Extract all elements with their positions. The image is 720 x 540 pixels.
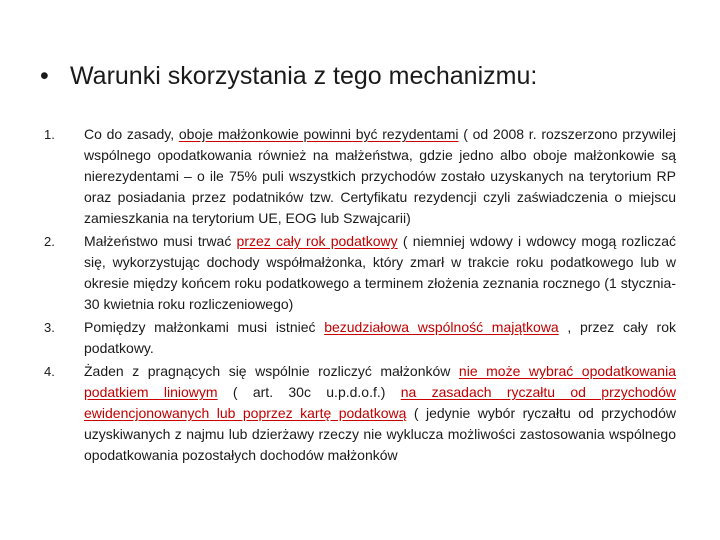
text-segment: ( art. 30c u.p.d.o.f.) <box>217 384 401 400</box>
text-segment: Małżeństwo musi trwać <box>84 233 237 249</box>
conditions-list <box>44 124 676 468</box>
heading-bullet: • <box>40 62 49 90</box>
text-segment: Żaden z pragnących się wspólnie rozliczyć małżonków <box>84 363 459 379</box>
text-segment: ( od 2008 r. rozszerzono przywilej wspólnego opodatkowania również na małżeństwa, gdzie jedno albo oboje małżonkowie są nierezydentami – o ile 75% puli wszystkich przychodów zostało uzyskanych na terytorium RP oraz posiadania przez podatników tzw. Certyfikatu rezydencji czyli zaświadczenia o miejscu zamieszkania na terytorium UE, EOG lub Szwajcarii) <box>84 126 676 226</box>
highlighted-text: nie może wybrać opodatkowania podatkiem liniowym <box>84 363 676 400</box>
slide-heading <box>40 58 680 94</box>
text-segment: Pomiędzy małżonkami musi istnieć <box>84 319 325 335</box>
list-number: 3. <box>44 320 55 335</box>
list-item <box>44 231 676 315</box>
list-item <box>44 124 676 229</box>
list-item-text <box>84 317 676 359</box>
list-number: 4. <box>44 364 55 379</box>
highlighted-text: na zasadach ryczałtu od przychodów ewidencjonowanych lub poprzez kartę podatkową <box>84 384 676 421</box>
list-item-text <box>84 361 676 466</box>
list-number: 1. <box>44 127 55 142</box>
list-number: 2. <box>44 234 55 249</box>
highlighted-text: przez cały rok podatkowy <box>236 233 398 249</box>
list-item-text <box>84 124 676 229</box>
list-item-text <box>84 231 676 315</box>
text-segment: ( niemniej wdowy i wdowcy mogą rozliczać się, wykorzystując dochody współmałżonka, który zmarł w trakcie roku podatkowego lub w okresie między końcem roku podatkowego a terminem złożenia zeznania rocznego (1 stycznia-30 kwietnia roku rozliczeniowego) <box>84 233 677 312</box>
text-segment: Co do zasady, <box>84 126 179 142</box>
highlighted-text: oboje małżonkowie powinni być rezydentami <box>178 126 459 142</box>
text-segment: ( jedynie wybór ryczałtu od przychodów uzyskiwanych z najmu lub dzierżawy rzeczy nie wyklucza możliwości zastosowania wspólnego opodatkowania pozostałych dochodów małżonków <box>84 405 676 463</box>
text-segment: , przez cały rok podatkowy. <box>84 319 676 356</box>
list-item <box>44 361 676 466</box>
list-item <box>44 317 676 359</box>
highlighted-text: bezudziałowa wspólność majątkowa <box>324 319 559 335</box>
heading-text: Warunki skorzystania z tego mechanizmu: <box>70 62 538 90</box>
